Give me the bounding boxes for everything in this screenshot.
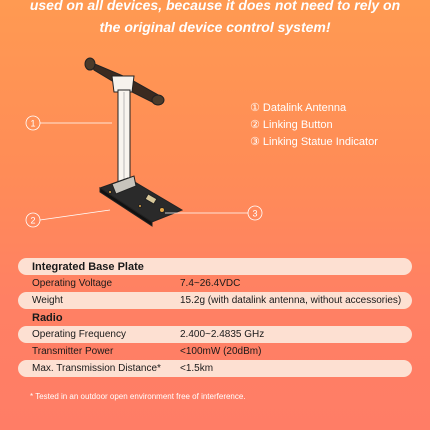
spec-label: Max. Transmission Distance* bbox=[32, 363, 161, 374]
footnote: * Tested in an outdoor open environment free of interference. bbox=[30, 392, 246, 401]
section-title: Integrated Base Plate bbox=[32, 260, 144, 273]
svg-text:1: 1 bbox=[30, 118, 36, 129]
callout-3 bbox=[248, 206, 262, 220]
spec-row-distance bbox=[18, 360, 412, 377]
spec-label: Transmitter Power bbox=[32, 346, 114, 357]
spec-label: Operating Voltage bbox=[32, 278, 113, 289]
section-radio bbox=[18, 309, 412, 326]
spec-value: <100mW (20dBm) bbox=[180, 346, 262, 357]
datalink-antenna bbox=[85, 58, 164, 184]
spec-row-power bbox=[18, 343, 412, 360]
section-integrated-base-plate bbox=[18, 258, 412, 275]
legend-item-antenna: ① Datalink Antenna bbox=[250, 102, 347, 114]
headline-line-1: used on all devices, because it does not need to rely on bbox=[29, 0, 401, 13]
callout-2 bbox=[26, 213, 40, 227]
spec-row-weight bbox=[18, 292, 412, 309]
headline-line-2: the original device control system! bbox=[99, 19, 331, 35]
spec-value: 2.400~2.4835 GHz bbox=[180, 329, 265, 340]
callout-1 bbox=[26, 116, 40, 130]
spec-row-frequency bbox=[18, 326, 412, 343]
spec-value: 15.2g (with datalink antenna, without accessories) bbox=[180, 295, 402, 306]
spec-label: Operating Frequency bbox=[32, 329, 126, 340]
component-legend bbox=[250, 100, 378, 151]
legend-item-button: ② Linking Button bbox=[250, 119, 333, 131]
spec-value: 7.4~26.4VDC bbox=[180, 278, 241, 289]
spec-value: <1.5km bbox=[180, 363, 214, 374]
spec-row-voltage bbox=[18, 275, 412, 292]
legend-item-indicator: ③ Linking Statue Indicator bbox=[250, 136, 378, 148]
spec-table bbox=[18, 258, 412, 377]
svg-text:2: 2 bbox=[30, 215, 36, 226]
base-plate bbox=[100, 176, 182, 226]
section-title: Radio bbox=[32, 311, 63, 324]
spec-label: Weight bbox=[32, 295, 63, 306]
svg-text:3: 3 bbox=[252, 208, 258, 219]
